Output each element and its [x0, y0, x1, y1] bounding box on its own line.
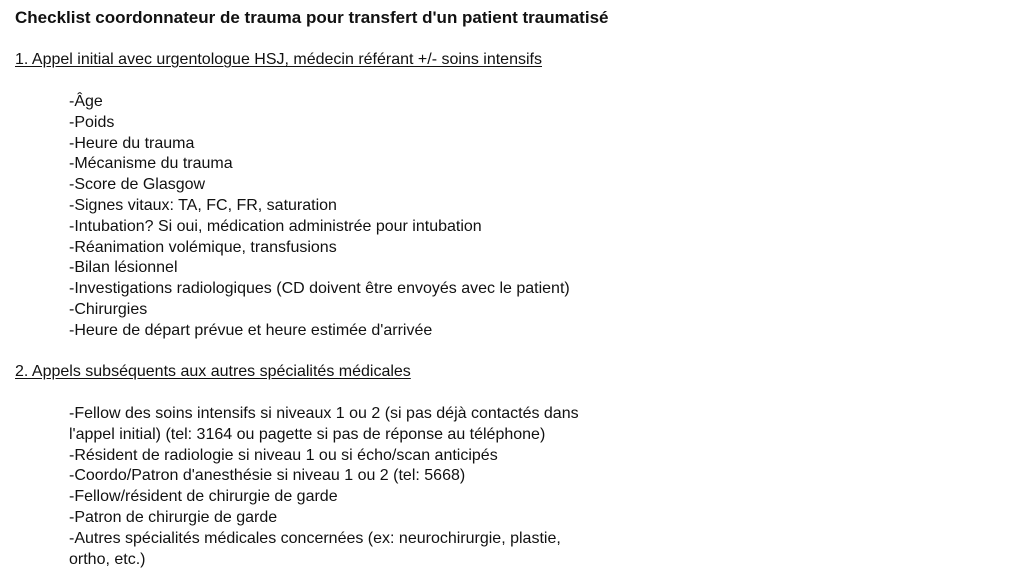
list-item: l'appel initial) (tel: 3164 ou pagette si pas de réponse au téléphone) [69, 425, 546, 443]
list-item: -Signes vitaux: TA, FC, FR, saturation [69, 196, 337, 214]
list-item: -Fellow des soins intensifs si niveaux 1 ou 2 (si pas déjà contactés dans [69, 405, 579, 422]
list-item: -Heure du trauma [69, 134, 195, 152]
document-title: Checklist coordonnateur de trauma pour transfert d'un patient traumatisé [15, 8, 609, 27]
list-item: -Réanimation volémique, transfusions [69, 238, 337, 256]
list-item: -Heure de départ prévue et heure estimée d'arrivée [69, 321, 433, 339]
list-item: -Patron de chirurgie de garde [69, 508, 278, 526]
list-item: -Autres spécialités médicales concernées (ex: neurochirurgie, plastie, [69, 529, 561, 547]
list-item: -Fellow/résident de chirurgie de garde [69, 488, 338, 506]
section-heading-subsequent-calls: 2. Appels subséquents aux autres spécialités médicales [15, 363, 411, 380]
list-item: -Mécanisme du trauma [69, 155, 233, 173]
list-item: -Intubation? Si oui, médication administrée pour intubation [69, 217, 482, 235]
list-item: -Âge [69, 93, 103, 110]
list-item: -Résident de radiologie si niveau 1 ou si écho/scan anticipés [69, 446, 498, 464]
list-item: -Investigations radiologiques (CD doivent être envoyés avec le patient) [69, 280, 570, 298]
subsequent-calls-checklist [69, 404, 579, 570]
list-item: -Bilan lésionnel [69, 259, 178, 277]
list-item: -Poids [69, 113, 115, 131]
initial-call-checklist [69, 92, 570, 342]
list-item: ortho, etc.) [69, 550, 146, 568]
section-heading-initial-call: 1. Appel initial avec urgentologue HSJ, médecin référant +/- soins intensifs [15, 51, 542, 68]
list-item: -Score de Glasgow [69, 176, 206, 194]
list-item: -Chirurgies [69, 300, 148, 318]
list-item: -Coordo/Patron d'anesthésie si niveau 1 ou 2 (tel: 5668) [69, 467, 466, 485]
